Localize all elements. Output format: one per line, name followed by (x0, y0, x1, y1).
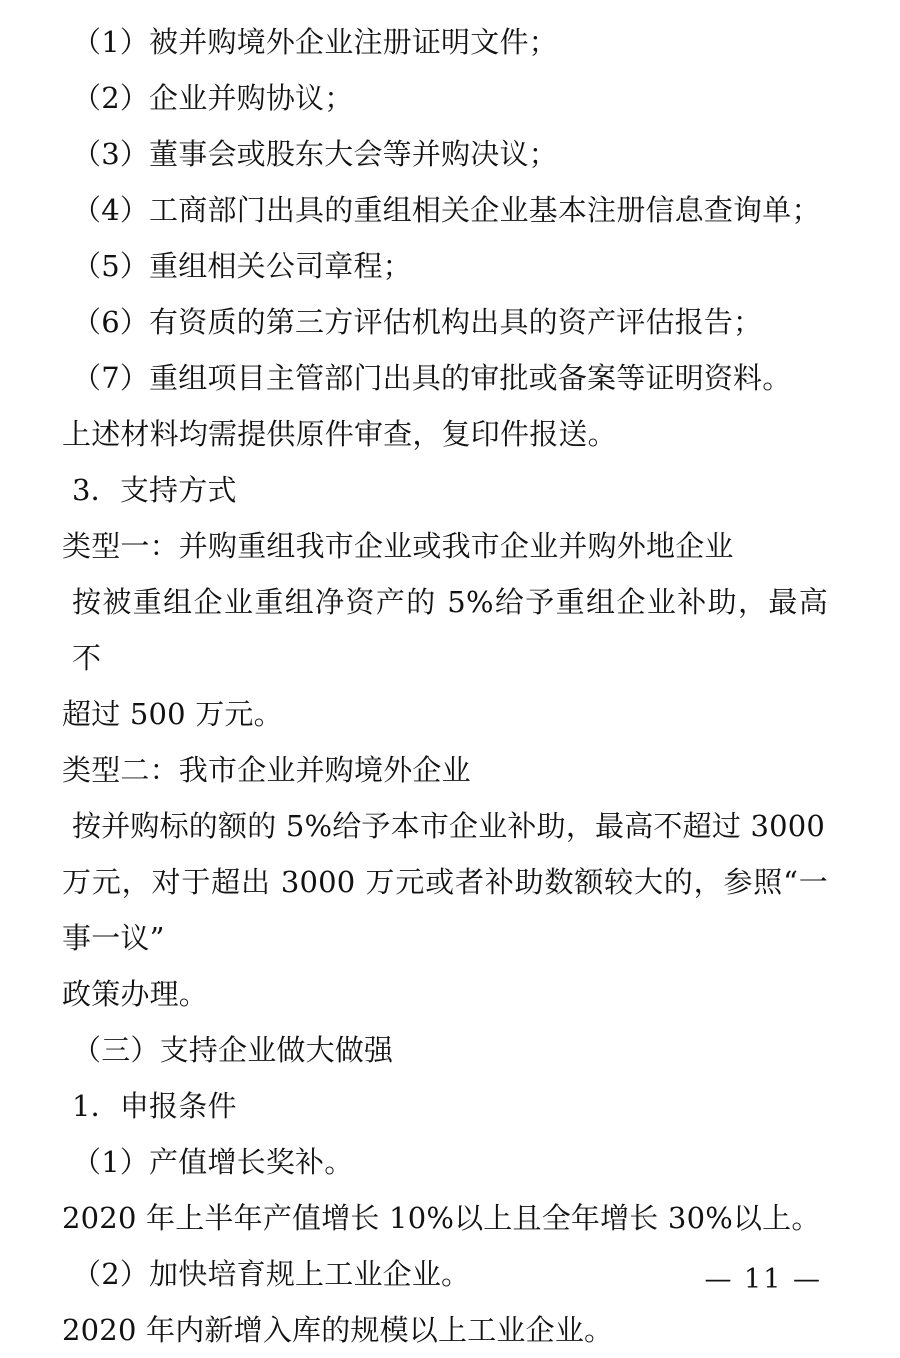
paragraph-line: （3）董事会或股东大会等并购决议； (72, 137, 558, 171)
paragraph-line: （1）被并购境外企业注册证明文件； (72, 25, 558, 59)
paragraph-line: 类型一：并购重组我市企业或我市企业并购外地企业 (62, 529, 734, 563)
paragraph-line: （6）有资质的第三方评估机构出具的资产评估报告； (72, 305, 763, 339)
paragraph-line: （2）企业并购协议； (72, 81, 354, 115)
paragraph-line: 2020 年上半年产值增长 10%以上且全年增长 30%以上。 (62, 1201, 821, 1235)
paragraph-line: 上述材料均需提供原件审查，复印件报送。 (62, 417, 617, 451)
paragraph-line: （1）产值增长奖补。 (72, 1145, 354, 1179)
paragraph-line: （5）重组相关公司章程； (72, 249, 412, 283)
section-heading: （三）支持企业做大做强 (72, 1033, 394, 1067)
page-number: — 11 — (704, 1264, 822, 1295)
paragraph-line: （2）加快培育规上工业企业。 (72, 1257, 471, 1291)
paragraph-line: 万元，对于超出 3000 万元或者补助数额较大的，参照“一事一议” (62, 865, 828, 955)
section-heading: 1．申报条件 (72, 1089, 237, 1123)
paragraph-line: 类型二：我市企业并购境外企业 (62, 753, 471, 787)
paragraph-line: 政策办理。 (62, 977, 209, 1011)
paragraph-line: （4）工商部门出具的重组相关企业基本注册信息查询单； (72, 193, 821, 227)
paragraph-line: 按被重组企业重组净资产的 5%给予重组企业补助，最高不 (72, 585, 828, 675)
paragraph-line: （7）重组项目主管部门出具的审批或备案等证明资料。 (72, 361, 792, 395)
paragraph-line: 超过 500 万元。 (62, 697, 283, 731)
paragraph-line: 2020 年内新增入库的规模以上工业企业。 (62, 1313, 614, 1347)
document-body (62, 14, 828, 1358)
section-heading: 3．支持方式 (72, 473, 237, 507)
paragraph-line: 按并购标的额的 5%给予本市企业补助，最高不超过 3000 (72, 809, 826, 843)
